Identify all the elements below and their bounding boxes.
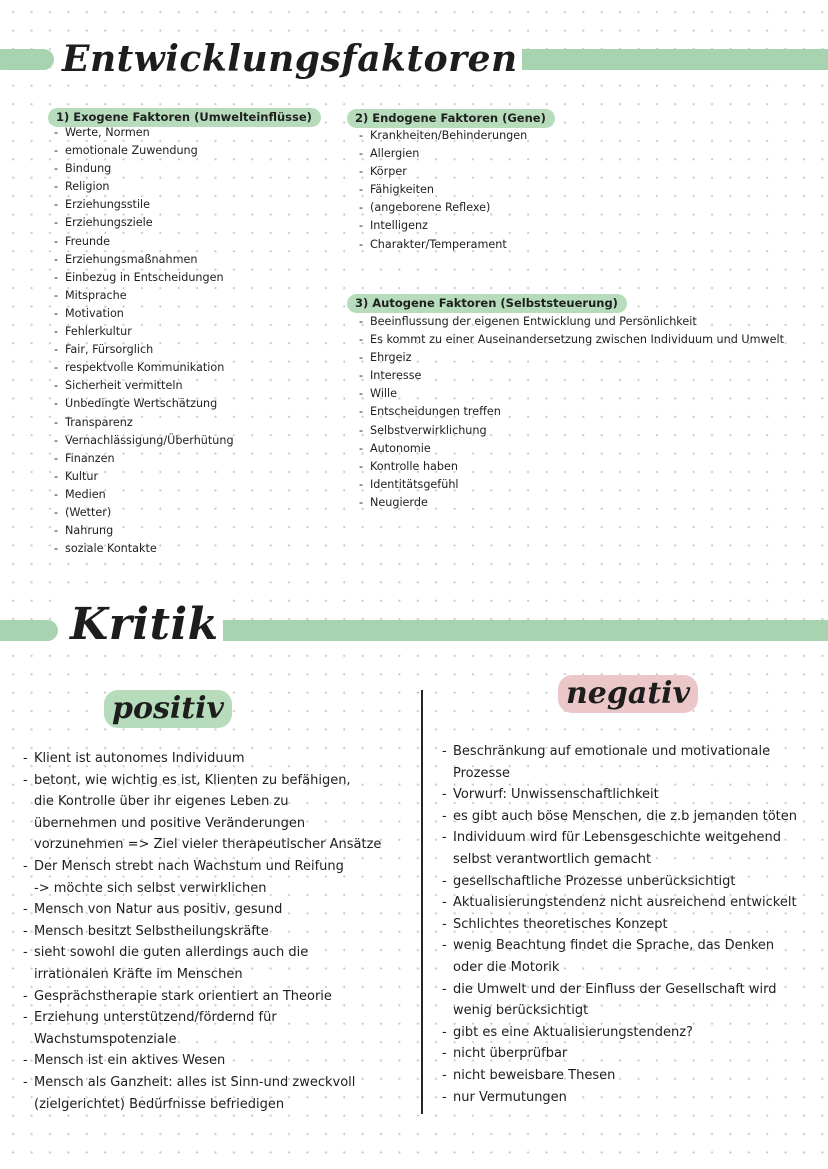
bullet-dash: - [442,744,447,759]
bullet-dash: - [54,270,59,284]
list-item [54,468,234,486]
bullet-dash: - [359,477,364,491]
list-item-continuation [23,813,415,835]
list-item-continuation [23,878,415,900]
list-item [54,124,234,142]
list-item-text: die Kontrolle über ihr eigenes Leben zu [34,794,289,810]
list-item-text: irrationalen Kräfte im Menschen [34,966,243,982]
list-item [54,522,234,540]
list-item [359,385,784,403]
list-item-text: Werte, Normen [65,126,150,139]
exogen-heading: 1) Exogene Faktoren (Umwelteinflüsse) [48,108,321,127]
list-item [359,403,784,421]
list-item [54,432,234,450]
list-item-text: Vorwurf: Unwissenschaftlichkeit [453,787,659,803]
list-item [23,1007,415,1029]
list-item-text: Der Mensch strebt nach Wachstum und Reifung [34,858,344,874]
list-item-continuation [442,1000,822,1022]
list-item [442,1043,822,1065]
list-item-text: vorzunehmen => Ziel vieler therapeutischer Ansätze [34,837,382,853]
list-item-text: Wille [370,387,398,401]
list-item-text: Mensch von Natur aus positiv, gesund [34,902,283,918]
list-item [359,145,527,163]
list-item [54,540,234,558]
list-item-text: Unbedingte Wertschätzung [65,397,218,411]
bullet-dash: - [359,495,364,509]
list-item-text: respektvolle Kommunikation [65,361,225,375]
list-item-text: Motivation [65,306,124,320]
bullet-dash: - [359,405,364,419]
list-item-text: Einbezug in Entscheidungen [65,270,224,284]
bullet-dash: - [442,787,447,803]
list-item-text: Fehlerkultur [65,325,132,339]
bullet-dash: - [442,981,447,997]
bullet-dash: - [442,916,447,932]
kritik-bar-right [193,620,828,641]
list-item [54,377,234,395]
list-item-text: gesellschaftliche Prozesse unberücksichtigt [453,873,736,889]
list-item-text: soziale Kontakte [65,542,157,556]
list-item [442,741,822,763]
list-item-text: Individuum wird für Lebensgeschichte weitgehend [453,830,782,846]
bullet-dash: - [23,1010,28,1026]
list-item [54,251,234,269]
bullet-dash: - [54,451,59,465]
list-item-text: Transparenz [65,415,133,429]
bullet-dash: - [359,369,364,383]
list-item-text: nicht überprüfbar [453,1046,568,1062]
list-item-text: Interesse [370,369,422,383]
bullet-dash: - [359,147,364,161]
list-item [23,1050,415,1072]
bullet-dash: - [442,873,447,889]
bullet-dash: - [442,1024,447,1040]
list-item-text: (Wetter) [65,505,112,519]
list-item-text: (angeborene Reflexe) [370,201,491,215]
positiv-heading: positiv [104,690,232,728]
list-item-text: Fair, Fürsorglich [65,343,154,357]
list-item-text: Intelligenz [370,219,428,233]
list-item [54,160,234,178]
list-item [359,199,527,217]
list-item [442,806,822,828]
bullet-dash: - [54,288,59,302]
kritik-bar-left [0,620,58,641]
list-item [54,305,234,323]
positiv-list [23,748,415,1115]
list-item-text: gibt es eine Aktualisierungstendenz? [453,1024,693,1040]
list-item [359,476,784,494]
list-item [54,395,234,413]
list-item [23,921,415,943]
list-item-text: übernehmen und positive Veränderungen [34,815,306,831]
bullet-dash: - [54,469,59,483]
page-title: Entwicklungsfaktoren [58,36,522,82]
list-item-text: Nahrung [65,524,114,538]
list-item-text: Freunde [65,234,111,248]
bullet-dash: - [23,923,28,939]
bullet-dash: - [54,379,59,393]
list-item-continuation [23,791,415,813]
list-item [54,486,234,504]
list-item [54,414,234,432]
bullet-dash: - [54,144,59,158]
list-item [442,914,822,936]
bullet-dash: - [54,252,59,266]
list-item [23,899,415,921]
list-item-text: emotionale Zuwendung [65,144,198,158]
list-item-text: Mensch als Ganzheit: alles ist Sinn-und zweckvoll [34,1074,356,1090]
list-item-text: Beeinflussung der eigenen Entwicklung und Persönlichkeit [370,315,697,328]
list-item-text: es gibt auch böse Menschen, die z.b jemanden töten [453,808,798,824]
list-item [23,856,415,878]
list-item-text: betont, wie wichtig es ist, Klienten zu befähigen, [34,772,351,788]
list-item-text: sieht sowohl die guten allerdings auch die [34,945,309,961]
bullet-dash: - [359,315,364,328]
list-item [359,367,784,385]
bullet-dash: - [54,542,59,556]
bullet-dash: - [359,459,364,473]
list-item-text: (zielgerichtet) Bedürfnisse befriedigen [34,1096,285,1112]
bullet-dash: - [359,387,364,401]
bullet-dash: - [54,162,59,176]
list-item [442,827,822,849]
list-item-text: Prozesse [453,765,510,781]
list-item-continuation [23,964,415,986]
list-item [359,422,784,440]
endogen-heading: 2) Endogene Faktoren (Gene) [347,109,555,128]
list-item-text: Körper [370,165,407,179]
list-item [23,748,415,770]
bullet-dash: - [23,1074,28,1090]
list-item-text: Erziehungsstile [65,198,151,212]
bullet-dash: - [54,216,59,230]
endogen-list [359,127,527,254]
list-item [54,323,234,341]
list-item [442,1087,822,1109]
list-item-text: Wachstumspotenziale [34,1031,177,1047]
list-item [359,494,784,512]
list-item-text: Krankheiten/Behinderungen [370,129,528,142]
list-item [359,217,527,235]
list-item-text: Kontrolle haben [370,459,458,473]
list-item-text: Religion [65,180,110,194]
list-item-text: -> möchte sich selbst verwirklichen [34,880,267,896]
list-item-text: Erziehung unterstützend/fördernd für [34,1010,277,1026]
bullet-dash: - [359,165,364,179]
list-item-text: Medien [65,487,106,501]
bullet-dash: - [359,219,364,233]
bullet-dash: - [54,415,59,429]
list-item-text: Bindung [65,162,112,176]
list-item [359,440,784,458]
bullet-dash: - [23,902,28,918]
list-item [442,892,822,914]
list-item-text: Finanzen [65,451,115,465]
bullet-dash: - [442,1046,447,1062]
kritik-title: Kritik [66,596,223,654]
list-item [23,1072,415,1094]
list-item-text: Erziehungsmaßnahmen [65,252,198,266]
bullet-dash: - [23,858,28,874]
bullet-dash: - [359,183,364,197]
bullet-dash: - [23,751,28,766]
bullet-dash: - [359,129,364,142]
list-item [54,233,234,251]
list-item [442,1022,822,1044]
bullet-dash: - [442,1089,447,1105]
list-item-text: Entscheidungen treffen [370,405,501,419]
bullet-dash: - [359,423,364,437]
list-item [359,331,784,349]
list-item-text: Mitsprache [65,288,127,302]
bullet-dash: - [54,198,59,212]
list-item-text: die Umwelt und der Einfluss der Gesellschaft wird [453,981,777,997]
list-item [359,181,527,199]
list-item-text: Erziehungsziele [65,216,153,230]
negativ-heading: negativ [558,675,698,713]
bullet-dash: - [359,333,364,347]
list-item-continuation [442,957,822,979]
list-item [54,142,234,160]
list-item [54,287,234,305]
bullet-dash: - [442,808,447,824]
list-item-text: Kultur [65,469,99,483]
list-item [54,359,234,377]
list-item [54,196,234,214]
list-item-text: Aktualisierungstendenz nicht ausreichend entwickelt [453,895,797,911]
list-item [54,214,234,232]
bullet-dash: - [442,938,447,954]
bullet-dash: - [359,351,364,365]
title-bar-left [0,49,54,70]
list-item-continuation [23,1094,415,1116]
column-divider [421,690,423,1114]
list-item [54,269,234,287]
list-item-text: Charakter/Temperament [370,237,507,251]
list-item-text: selbst verantwortlich gemacht [453,851,652,867]
bullet-dash: - [54,306,59,320]
list-item-text: Mensch ist ein aktives Wesen [34,1053,226,1069]
list-item-text: Es kommt zu einer Auseinandersetzung zwischen Individuum und Umwelt [370,333,784,347]
bullet-dash: - [54,433,59,447]
list-item-text: Sicherheit vermitteln [65,379,183,393]
list-item [442,871,822,893]
list-item [23,770,415,792]
list-item [54,504,234,522]
list-item [359,127,527,145]
list-item [23,986,415,1008]
list-item-text: Mensch besitzt Selbstheilungskräfte [34,923,269,939]
list-item [54,178,234,196]
bullet-dash: - [54,361,59,375]
bullet-dash: - [54,487,59,501]
list-item [54,341,234,359]
list-item-continuation [442,763,822,785]
list-item [23,942,415,964]
bullet-dash: - [54,234,59,248]
bullet-dash: - [54,180,59,194]
bullet-dash: - [54,343,59,357]
bullet-dash: - [54,126,59,139]
bullet-dash: - [54,397,59,411]
list-item-text: Fähigkeiten [370,183,434,197]
bullet-dash: - [442,895,447,911]
bullet-dash: - [442,830,447,846]
bullet-dash: - [54,524,59,538]
list-item [442,784,822,806]
bullet-dash: - [359,237,364,251]
list-item-text: Autonomie [370,441,431,455]
bullet-dash: - [23,945,28,961]
list-item [54,450,234,468]
list-item-text: wenig Beachtung findet die Sprache, das Denken [453,938,775,954]
bullet-dash: - [54,325,59,339]
bullet-dash: - [23,772,28,788]
list-item [359,458,784,476]
list-item-text: nicht beweisbare Thesen [453,1067,616,1083]
bullet-dash: - [54,505,59,519]
list-item-continuation [23,834,415,856]
bullet-dash: - [359,441,364,455]
list-item [442,1065,822,1087]
list-item-text: Vernachlässigung/Überhütung [65,433,234,447]
bullet-dash: - [23,988,28,1004]
list-item [359,236,527,254]
list-item-text: Schlichtes theoretisches Konzept [453,916,668,932]
list-item [359,349,784,367]
autogen-heading: 3) Autogene Faktoren (Selbststeuerung) [347,294,627,313]
list-item-text: Ehrgeiz [370,351,412,365]
list-item-text: Selbstverwirklichung [370,423,487,437]
list-item [442,935,822,957]
autogen-list [359,313,784,512]
negativ-list [442,741,822,1108]
list-item-text: Beschränkung auf emotionale und motivationale [453,744,771,759]
list-item [359,313,784,331]
list-item-text: Allergien [370,147,420,161]
list-item-text: Gesprächstherapie stark orientiert an Theorie [34,988,332,1004]
list-item-continuation [23,1029,415,1051]
list-item-text: oder die Motorik [453,959,560,975]
list-item-text: Identitätsgefühl [370,477,459,491]
list-item-text: Neugierde [370,495,428,509]
bullet-dash: - [23,1053,28,1069]
bullet-dash: - [442,1067,447,1083]
list-item [442,979,822,1001]
list-item-text: wenig berücksichtigt [453,1003,589,1019]
list-item-continuation [442,849,822,871]
bullet-dash: - [359,201,364,215]
list-item-text: nur Vermutungen [453,1089,567,1105]
list-item-text: Klient ist autonomes Individuum [34,751,245,766]
exogen-list [54,124,234,558]
list-item [359,163,527,181]
